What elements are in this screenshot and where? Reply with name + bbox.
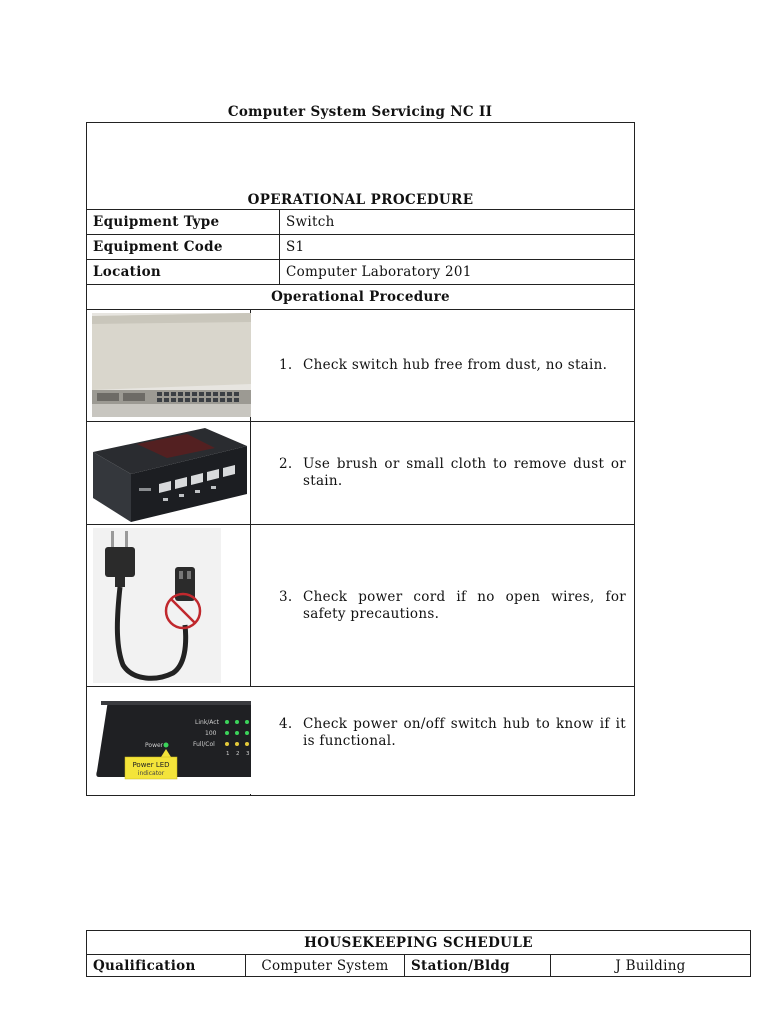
step-4 bbox=[279, 716, 626, 750]
step-number: 4. bbox=[279, 716, 293, 732]
switch-led-panel-photo bbox=[87, 687, 251, 794]
housekeeping-schedule-table bbox=[86, 930, 751, 977]
station-value: J Building bbox=[551, 955, 751, 977]
procedure-header: OPERATIONAL PROCEDURE bbox=[87, 123, 635, 210]
power-cord-photo bbox=[87, 525, 251, 685]
switch-hub-photo bbox=[87, 310, 251, 418]
power-led-callout: Power LED bbox=[132, 761, 170, 769]
step-2-photo-cell bbox=[87, 422, 251, 525]
equipment-code-value: S1 bbox=[280, 235, 635, 260]
step-3-text-cell bbox=[251, 525, 635, 687]
speed-100-label: 100 bbox=[205, 730, 217, 737]
equipment-type-value: Switch bbox=[280, 210, 635, 235]
procedure-section-title: Operational Procedure bbox=[87, 285, 635, 310]
step-text: Check switch hub free from dust, no stain. bbox=[303, 357, 608, 373]
port-3-label: 3 bbox=[246, 751, 250, 757]
step-4-text-cell bbox=[251, 687, 635, 796]
step-3 bbox=[279, 589, 626, 623]
step-number: 1. bbox=[279, 357, 293, 373]
step-number: 2. bbox=[279, 456, 293, 472]
location-value: Computer Laboratory 201 bbox=[280, 260, 635, 285]
indicator-callout: indicator bbox=[137, 770, 165, 777]
link-act-label: Link/Act bbox=[195, 719, 219, 726]
network-switch-photo bbox=[87, 422, 251, 524]
step-text: Use brush or small cloth to remove dust or stain. bbox=[303, 456, 627, 489]
step-1-text-cell bbox=[251, 310, 635, 422]
port-2-label: 2 bbox=[236, 751, 240, 757]
port-1-label: 1 bbox=[226, 751, 230, 757]
housekeeping-title: HOUSEKEEPING SCHEDULE bbox=[87, 931, 751, 955]
step-text: Check power cord if no open wires, for safety precautions. bbox=[303, 588, 627, 622]
qualification-value: Computer System bbox=[246, 955, 405, 977]
operational-procedure-table bbox=[86, 122, 635, 796]
step-4-photo-cell bbox=[87, 687, 251, 796]
step-number: 3. bbox=[279, 588, 293, 605]
location-label: Location bbox=[87, 260, 280, 285]
step-text: Check power on/off switch hub to know if it is functional. bbox=[303, 716, 627, 749]
equipment-type-label: Equipment Type bbox=[87, 210, 280, 235]
power-label: Power bbox=[145, 742, 164, 749]
step-1-photo-cell bbox=[87, 310, 251, 422]
step-1 bbox=[279, 357, 626, 374]
step-2-text-cell bbox=[251, 422, 635, 525]
step-3-photo-cell bbox=[87, 525, 251, 687]
equipment-code-label: Equipment Code bbox=[87, 235, 280, 260]
full-col-label: Full/Col bbox=[193, 741, 215, 748]
qualification-label: Qualification bbox=[87, 955, 246, 977]
step-2 bbox=[279, 456, 626, 490]
station-label: Station/Bldg bbox=[405, 955, 551, 977]
document-title: Computer System Servicing NC II bbox=[227, 104, 493, 120]
